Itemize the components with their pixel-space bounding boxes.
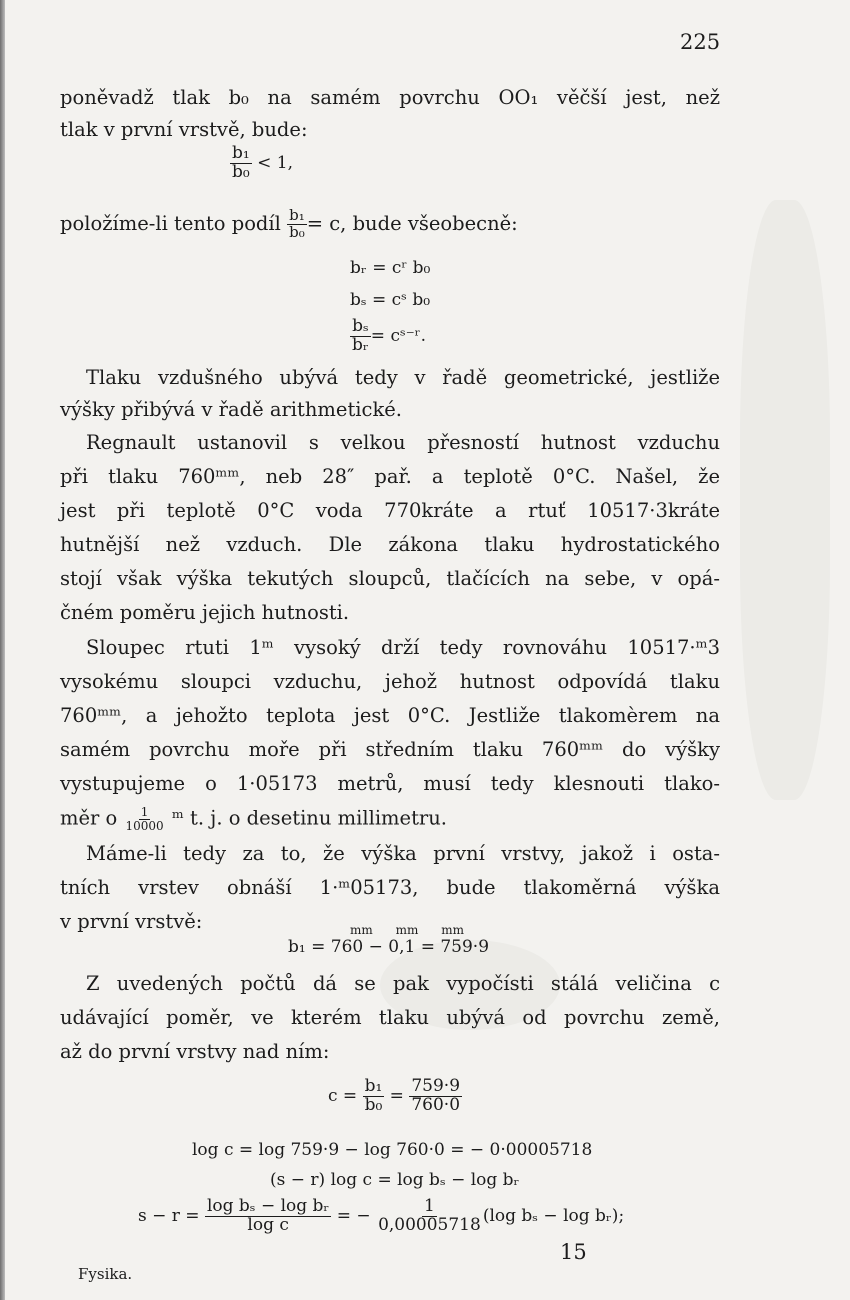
equation-c: c = $\frac{\text{b₁}}{\text{b₀}}$ = $\frac{759\cdot 9}{760\cdot 0}$ bbox=[328, 1076, 461, 1115]
text-line bbox=[60, 806, 720, 832]
text-segment: měr o bbox=[60, 806, 118, 830]
equation-b1: b₁ = 760 − 0,1 = 759·9 bbox=[288, 937, 490, 957]
equation-br: bᵣ = cʳ b₀ bbox=[350, 258, 431, 278]
text-line: samém povrchu moře při středním tlaku 760ᵐᵐ do výšky bbox=[60, 738, 720, 761]
text-line: při tlaku 760ᵐᵐ, neb 28″ pař. a teplotě 0°C. Našel, že bbox=[60, 465, 720, 488]
signature-label: Fysika. bbox=[78, 1265, 133, 1283]
numerator: 759·9 bbox=[411, 1076, 461, 1096]
numerator: 1 bbox=[424, 1196, 435, 1216]
text-line-definition bbox=[60, 208, 720, 241]
denominator: 0,00005718 bbox=[378, 1214, 481, 1235]
denominator: b₀ bbox=[364, 1094, 383, 1115]
text-line: čném poměru jejich hutnosti. bbox=[60, 601, 350, 624]
text-segment: = c, bude všeobecně: bbox=[306, 211, 518, 235]
equation-rest: = cˢ⁻ʳ. bbox=[370, 325, 426, 346]
page-binding-edge bbox=[0, 0, 5, 1300]
text-line: tních vrstev obnáší 1·ᵐ05173, bude tlakoměrná výška bbox=[60, 876, 720, 899]
text-line: 760ᵐᵐ, a jehožto teplota jest 0°C. Jestliže tlakomèrem na bbox=[60, 704, 720, 727]
text-line: udávající poměr, ve kterém tlaku ubývá od povrchu země, bbox=[60, 1006, 720, 1029]
text-line: v první vrstvě: bbox=[60, 910, 203, 933]
numerator: b₁ bbox=[364, 1076, 383, 1096]
text-line: výšky přibývá v řadě arithmetické. bbox=[60, 398, 402, 421]
text-line: až do první vrstvy nad ním: bbox=[60, 1040, 330, 1063]
equation-rest: (log bₛ − log bᵣ); bbox=[482, 1205, 625, 1226]
equation-ratio-less-than-one bbox=[230, 145, 293, 182]
denominator: bᵣ bbox=[352, 334, 369, 355]
equation-ratio-bs-br bbox=[350, 318, 426, 355]
equation-rest: < 1, bbox=[257, 152, 293, 173]
page-number: 225 bbox=[680, 30, 721, 54]
text-line: stojí však výška tekutých sloupců, tlačících na sebe, v opá- bbox=[60, 567, 720, 590]
text-segment: ᵐ t. j. o desetinu millimetru. bbox=[171, 806, 448, 830]
text-line: jest při teplotě 0°C voda 770kráte a rtuť 10517·3kráte bbox=[60, 499, 720, 522]
equation-bs: bₛ = cˢ b₀ bbox=[350, 290, 431, 310]
paper-stain bbox=[740, 200, 830, 800]
text-line: Regnault ustanovil s velkou přesností hutnost vzduchu bbox=[86, 431, 720, 454]
text-line: vystupujeme o 1·05173 metrů, musí tedy klesnouti tlako- bbox=[60, 772, 720, 795]
equation-s-minus-r bbox=[138, 1198, 624, 1235]
text-line: Z uvedených počtů dá se pak vypočísti stálá veličina c bbox=[86, 972, 720, 995]
text-segment: položíme-li tento podíl bbox=[60, 211, 281, 235]
denominator: b₀ bbox=[289, 222, 305, 241]
numerator: log bₛ − log bᵣ bbox=[206, 1196, 330, 1216]
equation-lhs: s − r = bbox=[138, 1205, 200, 1226]
equation-log-c: log c = log 759·9 − log 760·0 = − 0·00005718 bbox=[192, 1140, 593, 1160]
denominator: log c bbox=[247, 1214, 289, 1235]
denominator: 760·0 bbox=[411, 1094, 461, 1115]
text-line: poněvadž tlak b₀ na samém povrchu OO₁ věčší jest, než bbox=[60, 86, 720, 109]
text-line: hutnější než vzduch. Dle zákona tlaku hydrostatického bbox=[60, 533, 720, 556]
equation-units: mm mm mm bbox=[350, 923, 465, 937]
equation-lhs: c = bbox=[328, 1085, 358, 1106]
text-line: Tlaku vzdušného ubývá tedy v řadě geometrické, jestliže bbox=[86, 366, 720, 389]
equation-operator: = − bbox=[336, 1205, 371, 1226]
numerator: b₁ bbox=[289, 206, 305, 224]
denominator: 10000 bbox=[125, 818, 164, 833]
text-line: tlak v první vrstvě, bude: bbox=[60, 118, 308, 141]
denominator: b₀ bbox=[232, 161, 250, 182]
numerator: bₛ bbox=[352, 316, 369, 336]
text-line: vysokému sloupci vzduchu, jehož hutnost odpovídá tlaku bbox=[60, 670, 720, 693]
signature-number: 15 bbox=[560, 1240, 587, 1264]
numerator: 1 bbox=[140, 805, 149, 819]
text-line: Máme-li tedy za to, že výška první vrstvy, jakož i osta- bbox=[86, 842, 720, 865]
numerator: b₁ bbox=[232, 143, 250, 163]
text-line: Sloupec rtuti 1ᵐ vysoký drží tedy rovnováhu 10517·ᵐ3 bbox=[86, 636, 720, 659]
equation-sr-log: (s − r) log c = log bₛ − log bᵣ bbox=[270, 1170, 520, 1190]
